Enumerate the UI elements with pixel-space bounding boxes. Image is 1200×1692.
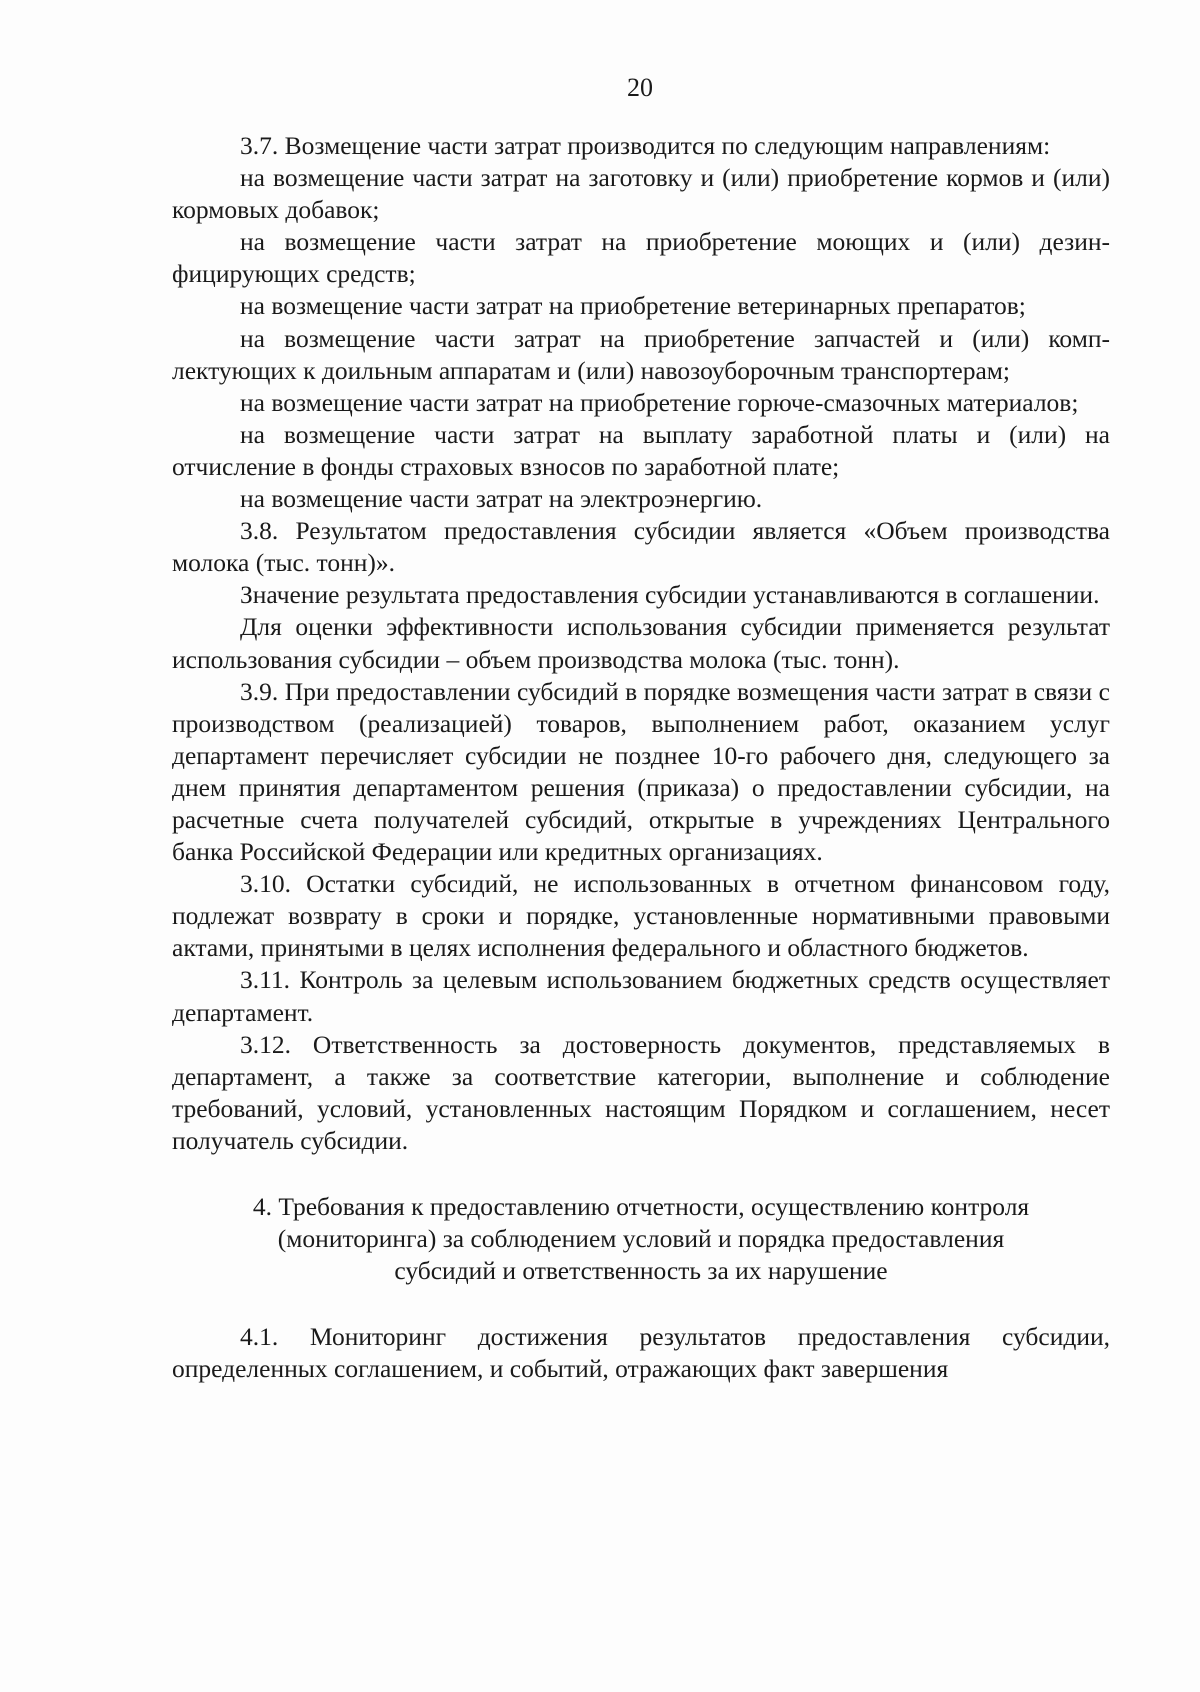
section-heading-line: субсидий и ответственность за их нарушение: [394, 1256, 888, 1286]
paragraph-salary: на возмещение части затрат на выплату заработной платы и (или) на отчисление в фонды страховых взносов по заработной плате;: [172, 419, 1110, 481]
paragraph-electricity: на возмещение части затрат на электроэнергию.: [240, 484, 763, 514]
paragraph-3-11: 3.11. Контроль за целевым использованием бюджетных средств осуществляет департамент.: [172, 965, 1110, 1027]
paragraph-spare-parts: на возмещение части затрат на приобретение запчастей и (или) комплектующих к доильным аппаратам и (или) навозоуборочным транспортерам;: [172, 323, 1110, 385]
paragraph-3-7: 3.7. Возмещение части затрат производится по следующим направлениям:: [240, 131, 1051, 160]
paragraph-efficiency: Для оценки эффективности использования субсидии применяется результат использования субсидии – объем производства молока (тыс. тонн).: [172, 612, 1110, 674]
paragraph-feed: на возмещение части затрат на заготовку и (или) приобретение кормов и (или) кормовых добавок;: [172, 163, 1110, 225]
paragraph-detergents: на возмещение части затрат на приобретение моющих и (или) дезинфицирующих средств;: [172, 227, 1110, 289]
paragraph-fuel: на возмещение части затрат на приобретение горюче-смазочных материалов;: [240, 387, 1079, 417]
document-body: [172, 130, 1110, 1385]
paragraph-3-8: 3.8. Результатом предоставления субсидии является «Объем производства молока (тыс. тонн)».: [172, 516, 1110, 578]
paragraph-4-1: 4.1. Мониторинг достижения результатов предоставления субсидии, определенных соглашением, и событий, отражающих факт завершения: [172, 1322, 1110, 1384]
paragraph-result-value: Значение результата предоставления субсидии устанавливаются в соглашении.: [240, 580, 1100, 610]
paragraph-3-9: 3.9. При предоставлении субсидий в порядке возмещения части затрат в связи с производством (реализацией) товаров, выполнением работ, оказанием услуг департамент перечисляет субсидии не позднее 10-го рабочего дня, следующего за днем принятия департаментом решения (приказа) о предоставлении субсидии, на расчетные счета получателей субсидий, открытые в учреждениях Центрального банка Российской Федерации или кредитных организациях.: [172, 676, 1110, 867]
paragraph-veterinary: на возмещение части затрат на приобретение ветеринарных препаратов;: [240, 291, 1026, 321]
section-heading-4: [172, 1191, 1110, 1287]
page-number: 20: [627, 73, 653, 102]
paragraph-3-12: 3.12. Ответственность за достоверность документов, представляемых в департамент, а также за соответствие категории, выполнение и соблюдение требований, условий, установленных настоящим Порядком и соглашением, несет получатель субсидии.: [172, 1029, 1110, 1155]
section-heading-line: 4. Требования к предоставлению отчетности, осуществлению контроля: [252, 1192, 1030, 1221]
section-heading-line: (мониторинга) за соблюдением условий и порядка предоставления: [277, 1224, 1005, 1254]
paragraph-3-10: 3.10. Остатки субсидий, не использованных в отчетном финансовом году, подлежат возврату в сроки и порядке, установленные нормативными правовыми актами, принятыми в целях исполнения федерального и областного бюджетов.: [172, 869, 1110, 963]
